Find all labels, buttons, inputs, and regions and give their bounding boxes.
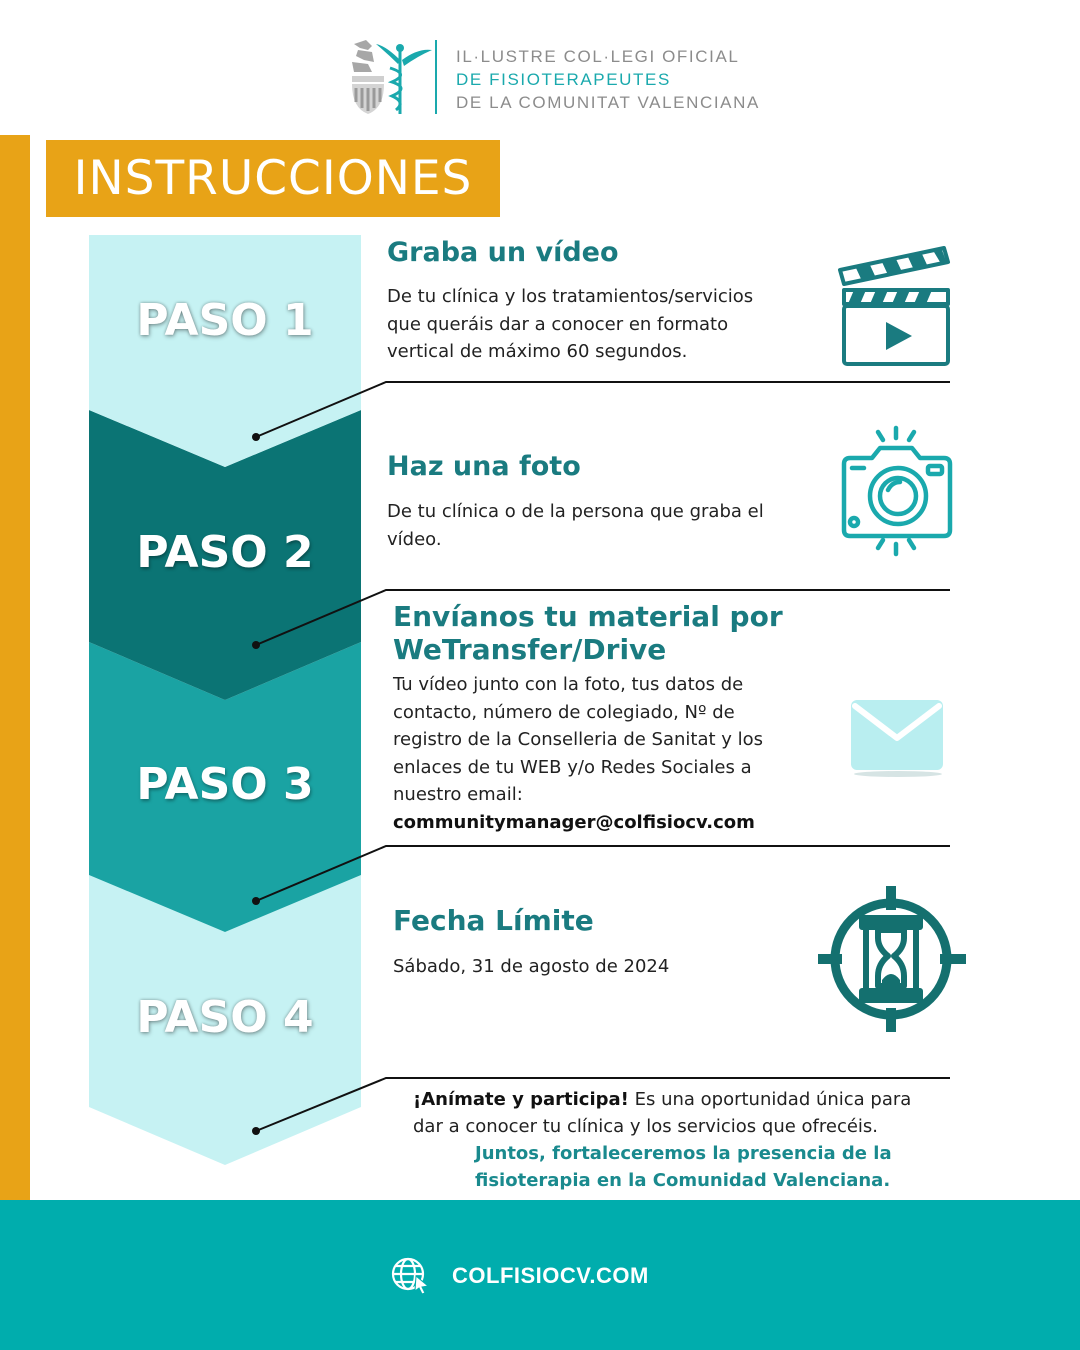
closing-line-1 — [413, 1086, 973, 1113]
closing-text-1: Es una oportunidad única para — [628, 1089, 912, 1110]
college-name-line2: DE FISIOTERAPEUTES — [456, 70, 671, 89]
closing-teal-1: Juntos, fortaleceremos la presencia de la — [475, 1143, 892, 1164]
clapperboard-icon — [836, 244, 954, 368]
camera-icon — [836, 424, 958, 558]
step-2-label: PASO 2 — [136, 527, 314, 578]
contact-email-link[interactable]: communitymanager@colfisiocv.com — [393, 811, 755, 833]
step-1-line: que queráis dar a conocer en formato — [387, 313, 729, 335]
envelope-icon — [846, 696, 950, 780]
step-3-label: PASO 3 — [136, 759, 314, 810]
step-3-description — [393, 671, 833, 836]
closing-text-2: dar a conocer tu clínica y los servicios que ofrecéis. — [413, 1116, 879, 1137]
page-title: INSTRUCCIONES — [46, 140, 500, 217]
closing-message — [413, 1086, 973, 1140]
step-1-description — [387, 283, 817, 366]
step-3-heading-line1: Envíanos tu material por — [393, 600, 783, 633]
step-2-description — [387, 498, 827, 553]
step-2-line: vídeo. — [387, 528, 442, 550]
step-3-line: Tu vídeo junto con la foto, tus datos de — [393, 674, 744, 695]
globe-cursor-icon — [390, 1256, 432, 1296]
step-1-heading: Graba un vídeo — [387, 237, 619, 268]
step-3-line: enlaces de tu WEB y/o Redes Sociales a — [393, 756, 752, 778]
connector-dot-2 — [252, 641, 260, 649]
website-link[interactable]: COLFISIOCV.COM — [452, 1263, 649, 1288]
connector-dot-4 — [252, 1127, 260, 1135]
hourglass-icon — [818, 886, 966, 1032]
step-2-heading: Haz una foto — [387, 451, 581, 482]
closing-highlight — [475, 1140, 975, 1194]
step-1-line: De tu clínica y los tratamientos/servicios — [387, 286, 754, 307]
step-1-label: PASO 1 — [136, 295, 314, 346]
step-3-heading-line2: WeTransfer/Drive — [393, 633, 667, 666]
step-4-label: PASO 4 — [136, 992, 314, 1043]
step-2-line: De tu clínica o de la persona que graba el — [387, 501, 764, 522]
college-name-line1: IL·LUSTRE COL·LEGI OFICIAL — [456, 47, 740, 66]
step-3-line: contacto, número de colegiado, Nº de — [393, 701, 735, 723]
connector-dot-1 — [252, 433, 260, 441]
closing-bold: ¡Anímate y participa! — [413, 1089, 629, 1110]
step-3-line: nuestro email: — [393, 784, 523, 805]
step-4-line: Sábado, 31 de agosto de 2024 — [393, 956, 670, 977]
step-4-heading: Fecha Límite — [393, 904, 594, 937]
step-3-heading — [393, 600, 783, 666]
connector-dot-3 — [252, 897, 260, 905]
step-1-line: vertical de máximo 60 segundos. — [387, 341, 688, 362]
step-4-description — [393, 953, 813, 981]
closing-teal-2: fisioterapia en la Comunidad Valenciana. — [475, 1170, 891, 1191]
college-name-line3: DE LA COMUNITAT VALENCIANA — [456, 93, 760, 112]
step-3-line: registro de la Conselleria de Sanitat y los — [393, 729, 764, 750]
